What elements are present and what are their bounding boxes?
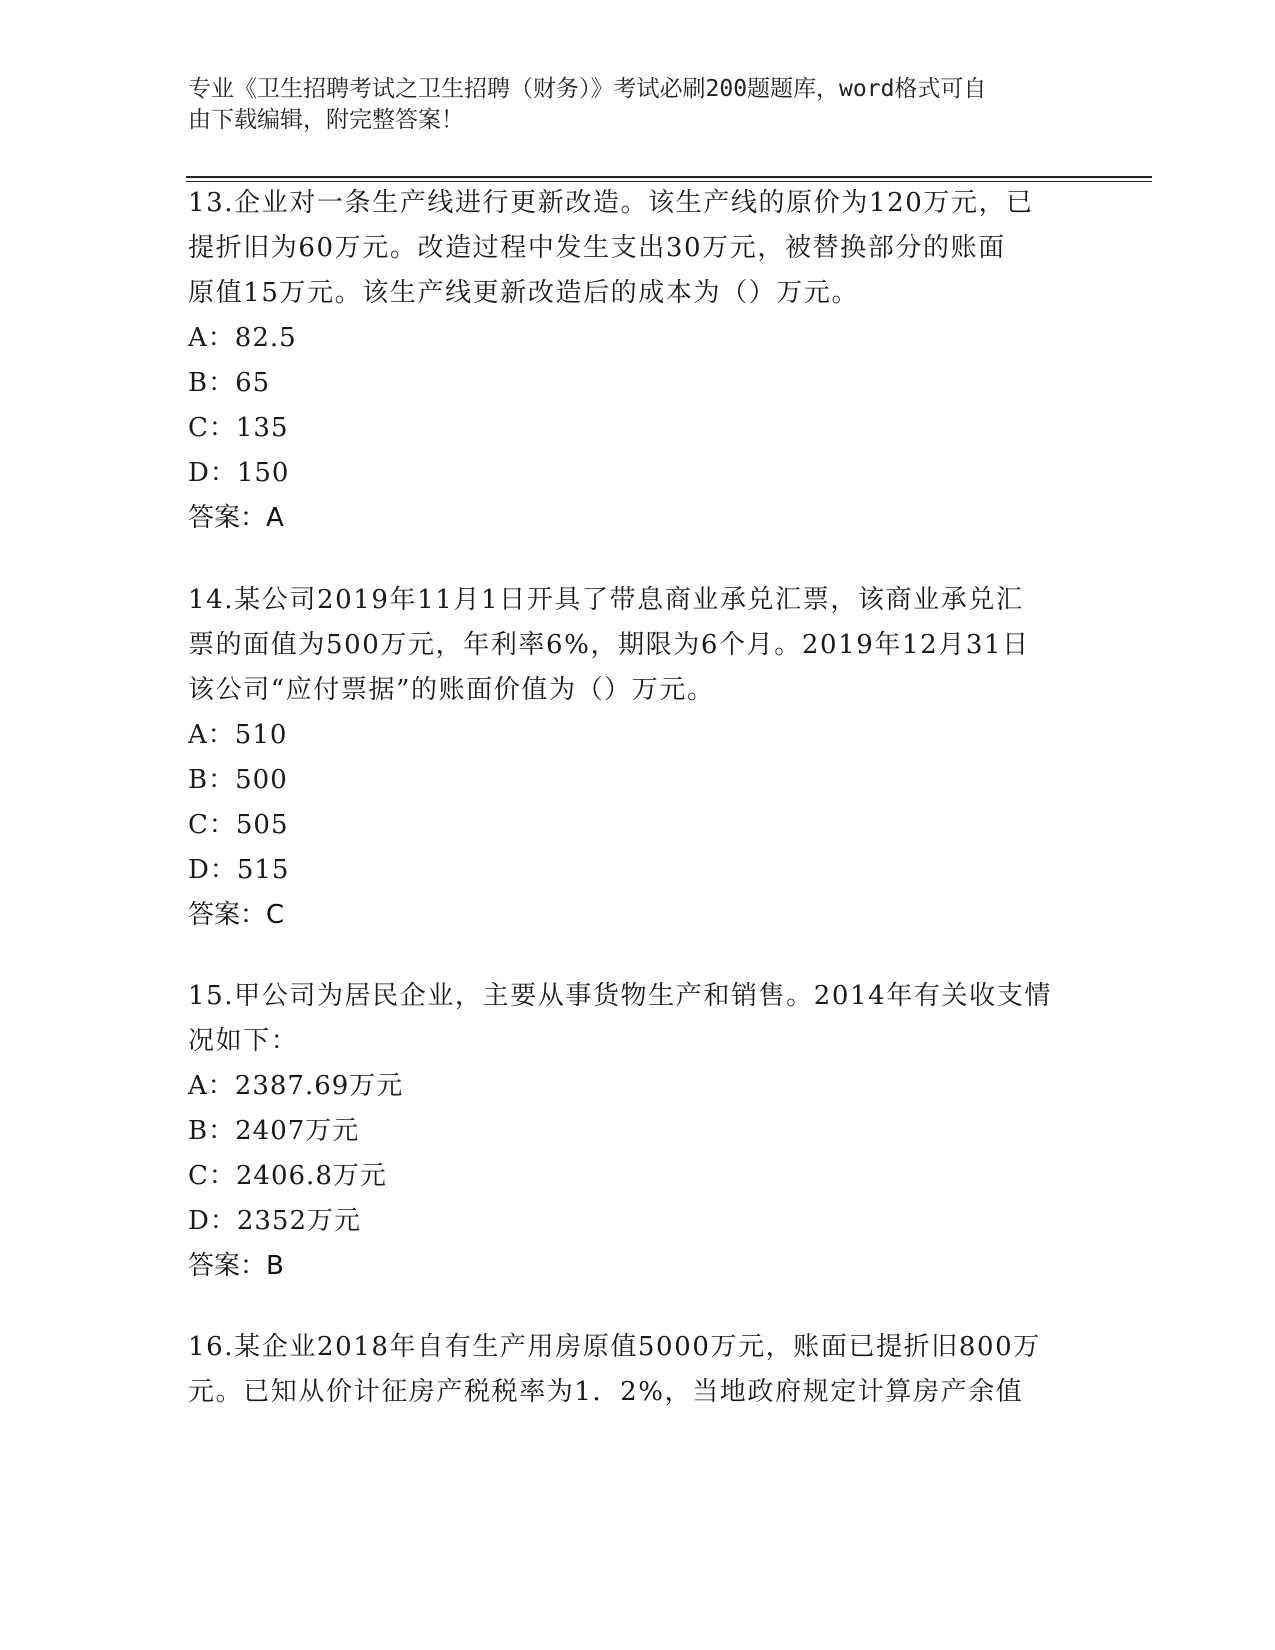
question-stem-line: 况如下：	[188, 1026, 299, 1056]
answer-line: 答案：C	[188, 900, 285, 930]
answer-line: 答案：A	[188, 503, 284, 533]
option-a: A：2387.69万元	[188, 1071, 404, 1101]
question-14	[188, 578, 1088, 938]
option-b: B：65	[188, 368, 271, 398]
question-stem-line: 票的面值为500万元，年利率6%，期限为6个月。2019年12月31日	[188, 630, 1030, 660]
option-c: C：2406.8万元	[188, 1161, 387, 1191]
option-d: D：150	[188, 458, 290, 488]
option-c: C：135	[188, 413, 289, 443]
option-a: A：510	[188, 720, 288, 750]
header-line-1: 专业《卫生招聘考试之卫生招聘（财务）》考试必刷200题题库，word格式可自	[188, 76, 987, 102]
document-header	[188, 74, 1068, 136]
answer-line: 答案：B	[188, 1251, 284, 1281]
question-13	[188, 181, 1088, 541]
header-divider-thick	[186, 176, 1152, 178]
question-15	[188, 974, 1088, 1289]
option-d: D：515	[188, 855, 290, 885]
option-b: B：500	[188, 765, 288, 795]
option-c: C：505	[188, 810, 289, 840]
header-line-2: 由下载编辑，附完整答案！	[188, 107, 464, 133]
option-a: A：82.5	[188, 323, 297, 353]
question-16	[188, 1325, 1088, 1415]
question-stem-line: 原值15万元。该生产线更新改造后的成本为（）万元。	[188, 278, 860, 308]
question-stem-line: 13.企业对一条生产线进行更新改造。该生产线的原价为120万元，已	[188, 188, 1034, 218]
question-stem-line: 16.某企业2018年自有生产用房原值5000万元，账面已提折旧800万	[188, 1332, 1041, 1362]
question-stem-line: 元。已知从价计征房产税税率为1．2%，当地政府规定计算房产余值	[188, 1377, 1024, 1407]
option-b: B：2407万元	[188, 1116, 360, 1146]
question-stem-line: 15.甲公司为居民企业，主要从事货物生产和销售。2014年有关收支情	[188, 981, 1052, 1011]
question-stem-line: 提折旧为60万元。改造过程中发生支出30万元，被替换部分的账面	[188, 233, 1006, 263]
question-stem-line: 14.某公司2019年11月1日开具了带息商业承兑汇票，该商业承兑汇	[188, 585, 1024, 615]
question-stem-line: 该公司“应付票据”的账面价值为（）万元。	[188, 675, 715, 705]
option-d: D：2352万元	[188, 1206, 362, 1236]
